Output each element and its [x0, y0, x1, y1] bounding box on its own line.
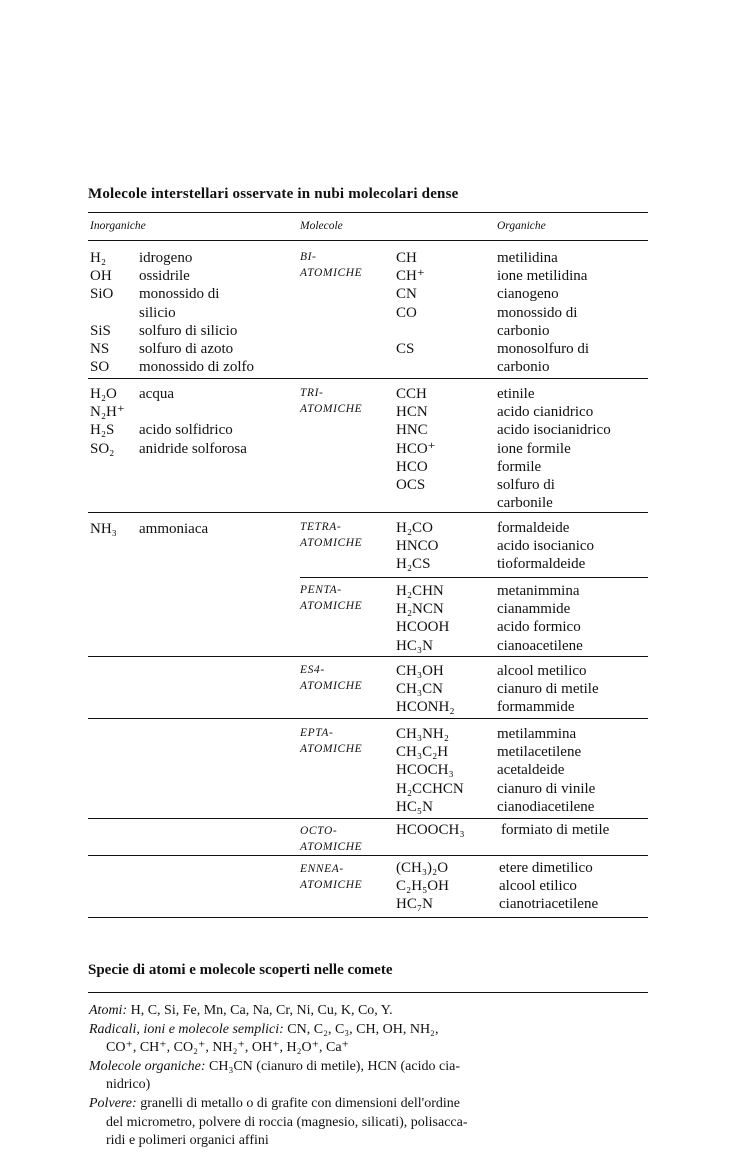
- atoms-label: Atomi:: [89, 1003, 128, 1018]
- organic-formulas: CH₃NH₂ CH₃C₂H HCOCH₃ H₂CCHCN HC₅N: [396, 726, 464, 815]
- dust-line-continued: [89, 1132, 651, 1151]
- organic-text: nidrico): [106, 1077, 151, 1093]
- rule-separator: [300, 577, 648, 578]
- molecule-type-label: ES4- ATOMICHE: [300, 664, 363, 692]
- organic-formulas: (CH₃)₂O C₂H₅OH HC₇N: [396, 860, 449, 913]
- dust-text: del micrometro, polvere di roccia (magnesio, silicati), polisacca-: [106, 1114, 468, 1130]
- header-inorganiche: Inorganiche: [90, 220, 146, 232]
- dust-text: granelli di metallo o di grafite con dimensioni dell'ordine: [140, 1095, 460, 1111]
- inorganic-names: idrogeno ossidrile monossido di silicio solfuro di silicio solfuro di azoto monossido di zolfo: [139, 250, 254, 376]
- rule-bottom: [88, 917, 648, 918]
- inorganic-formulas: H₂ OH SiO SiS NS SO: [90, 250, 114, 376]
- organic-label: Molecole organiche:: [89, 1058, 206, 1074]
- header-molecole: Molecole: [300, 220, 343, 232]
- organic-formulas: CCH HCN HNC HCO⁺ HCO OCS: [396, 386, 436, 494]
- dust-line: [89, 1095, 651, 1114]
- organic-names: metanimmina cianammide acido formico cianoacetilene: [497, 583, 583, 654]
- molecule-type-label: TRI- ATOMICHE: [300, 387, 363, 415]
- inorganic-names: ammoniaca: [139, 521, 209, 537]
- organic-text: CH₃CN (cianuro di metile), HCN (acido cia-: [209, 1058, 460, 1074]
- organic-formulas: HCOOCH₃: [396, 822, 465, 838]
- organic-names: formiato di metile: [501, 822, 610, 838]
- rule-separator: [88, 855, 648, 856]
- organic-names: etere dimetilico alcool etilico cianotriacetilene: [499, 860, 599, 913]
- inorganic-formulas: H₂O N₂H⁺ H₂S SO₂: [90, 386, 125, 457]
- comet-species-list: [89, 1002, 651, 1151]
- radicals-line-continued: [89, 1039, 651, 1058]
- molecule-type-label: ENNEA- ATOMICHE: [300, 863, 363, 891]
- organic-names: metilammina metilacetilene acetaldeide cianuro di vinile cianodiacetilene: [497, 726, 596, 815]
- radicals-label: Radicali, ioni e molecole semplici:: [89, 1021, 284, 1037]
- rule-header: [88, 240, 648, 241]
- radicals-text: CO⁺, CH⁺, CO₂⁺, NH₂⁺, OH⁺, H₂O⁺, Ca⁺: [106, 1040, 349, 1056]
- rule-separator: [88, 656, 648, 657]
- organic-formulas: CH CH⁺ CN CO CS: [396, 250, 425, 358]
- atoms-text: H, C, Si, Fe, Mn, Ca, Na, Cr, Ni, Cu, K, Co, Y.: [130, 1003, 393, 1018]
- organic-line-continued: [89, 1076, 651, 1095]
- dust-line-continued: [89, 1114, 651, 1133]
- organic-formulas: H₂CO HNCO H₂CS: [396, 520, 439, 573]
- organic-formulas: CH₃OH CH₃CN HCONH₂: [396, 663, 455, 716]
- section-title: Specie di atomi e molecole scoperti nelle comete: [88, 962, 393, 978]
- dust-label: Polvere:: [89, 1095, 137, 1111]
- molecule-type-label: BI- ATOMICHE: [300, 251, 363, 279]
- dust-text: ridi e polimeri organici affini: [106, 1133, 269, 1149]
- table-title: Molecole interstellari osservate in nubi molecolari dense: [88, 186, 459, 202]
- rule-top: [88, 212, 648, 213]
- molecule-type-label: OCTO- ATOMICHE: [300, 825, 363, 853]
- molecule-type-label: EPTA- ATOMICHE: [300, 727, 363, 755]
- rule-separator: [88, 378, 648, 379]
- molecule-type-label: PENTA- ATOMICHE: [300, 584, 363, 612]
- header-organiche: Organiche: [497, 220, 546, 232]
- radicals-line: [89, 1021, 651, 1040]
- rule-top: [88, 992, 648, 993]
- radicals-text: CN, C₂, C₃, CH, OH, NH₂,: [287, 1021, 439, 1037]
- molecule-type-label: TETRA- ATOMICHE: [300, 521, 363, 549]
- organic-line: [89, 1058, 651, 1077]
- inorganic-formulas: NH₃: [90, 521, 117, 537]
- organic-names: formaldeide acido isocianico tioformaldeide: [497, 520, 595, 573]
- atoms-line: [89, 1002, 651, 1021]
- organic-formulas: H₂CHN H₂NCN HCOOH HC₃N: [396, 583, 450, 654]
- inorganic-names: acqua acido solfidrico anidride solforosa: [139, 386, 247, 457]
- rule-separator: [88, 718, 648, 719]
- organic-names: etinile acido cianidrico acido isocianidrico ione formile formile solfuro di carbonile: [497, 386, 611, 512]
- rule-separator: [88, 818, 648, 819]
- organic-names: metilidina ione metilidina cianogeno monossido di carbonio monosolfuro di carbonio: [497, 250, 590, 376]
- organic-names: alcool metilico cianuro di metile formammide: [497, 663, 599, 716]
